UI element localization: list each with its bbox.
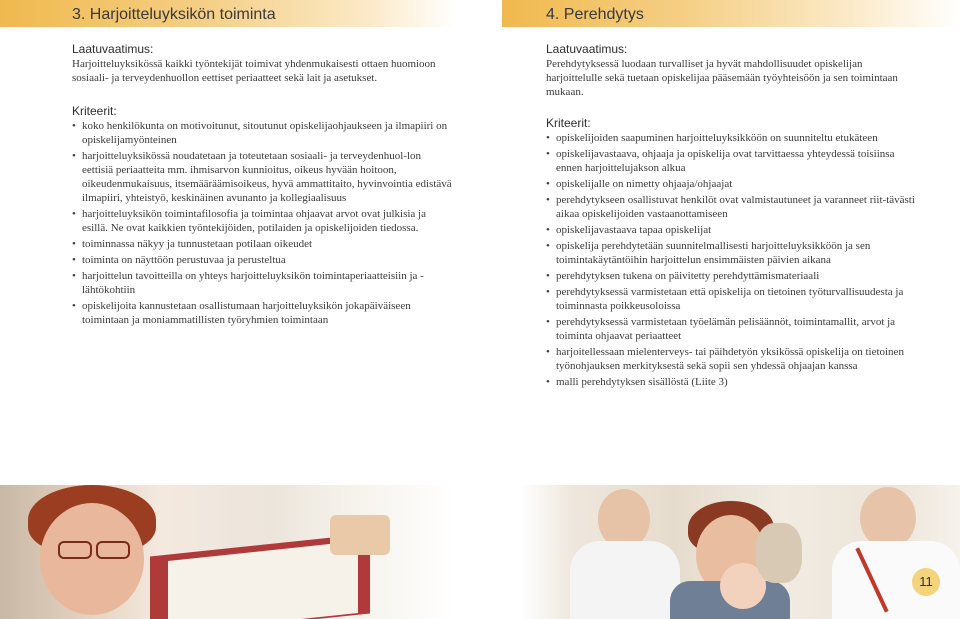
- glasses-left: [58, 541, 92, 559]
- left-quality-text: Harjoitteluyksikössä kaikki työntekijät toimivat yhdenmukaisesti ottaen huomioon sosiaali- ja terveydenhuollon eettiset periaatteet sekä lait ja asetukset.: [72, 58, 436, 84]
- right-criteria-list: [546, 131, 918, 389]
- nurse-coat: [832, 541, 960, 619]
- left-column: [0, 0, 456, 326]
- section-4-title: 4. Perehdytys: [502, 0, 960, 27]
- face-shape: [598, 489, 650, 549]
- section-3-title: 3. Harjoitteluyksikön toiminta: [0, 0, 456, 27]
- list-item: • perehdytykseen osallistuvat henkilöt ovat valmistautuneet ja varanneet riit-tävästi aikaa opiskelijoiden vastaanottamiseen: [546, 193, 918, 221]
- face-shape: [860, 487, 916, 549]
- list-item: • harjoitellessaan mielenterveys- tai päihdetyön yksikössä opiskelija on tietoinen työnohjauksen merkityksestä sekä sopii sen yhdessä ohjaajan kanssa: [546, 345, 918, 373]
- left-quality-block: [72, 42, 452, 85]
- list-item: • toiminnassa näkyy ja tunnustetaan potilaan oikeudet: [72, 237, 452, 251]
- list-item: • perehdytyksessä varmistetaan työelämän pelisäännöt, toimintamallit, arvot ja toiminta ohjaavat periaatteet: [546, 315, 918, 343]
- glasses-right: [96, 541, 130, 559]
- list-item: • opiskelijoita kannustetaan osallistumaan harjoitteluyksikön jokapäiväiseen toimintaan ja moniammatillisten työryhmien toimintaan: [72, 299, 452, 327]
- list-item: • malli perehdytyksen sisällöstä (Liite 3): [546, 375, 918, 389]
- list-item: • harjoitteluyksikön toimintafilosofia ja toimintaa ohjaavat arvot ovat julkisia ja esillä. Ne ovat kaikkien työntekijöiden, potilaiden ja opiskelijoiden tiedossa.: [72, 207, 452, 235]
- list-item: • harjoittelun tavoitteilla on yhteys harjoitteluyksikön toimintaperiaatteisiin ja - lähtökohtiin: [72, 269, 452, 297]
- background-shelf: [330, 515, 390, 555]
- right-criteria-heading: Kriteerit:: [546, 116, 591, 130]
- list-item: • harjoitteluyksikössä noudatetaan ja toteutetaan sosiaali- ja terveydenhuol-lon eettisiä periaatteita mm. ihmisarvon kunnioitus, oikeus hyvään hoitoon, oikeudenmukaisuus, itsemääräämisoikeus, hyvä ammattitaito, hyvinvointia edistävä ilmapiiri, yhteistyö, keskinäinen avunanto ja kollegiaalisuus: [72, 149, 452, 205]
- list-item: • koko henkilökunta on motivoitunut, sitoutunut opiskelijaohjaukseen ja ilmapiiri on opiskelijamyönteinen: [72, 119, 452, 147]
- left-criteria-block: [72, 104, 452, 329]
- face-shape: [40, 503, 144, 615]
- photo-nurse-with-binder: [0, 485, 456, 619]
- right-quality-text: Perehdytyksessä luodaan turvalliset ja hyvät mahdollisuudet opiskelijan harjoittelulle sekä tuetaan opiskelijaa pääsemään työyhteisöön ja sen toimintaan mukaan.: [546, 58, 898, 98]
- photo-nurses-with-baby: [520, 485, 960, 619]
- teddy-bear: [756, 523, 802, 583]
- list-item: • opiskelijalle on nimetty ohjaaja/ohjaajat: [546, 177, 918, 191]
- list-item: • opiskelija perehdytetään suunnitelmallisesti harjoitteluyksikköön ja sen toimintakäytäntöihin harjoittelun ensimmäisten päivien aikana: [546, 239, 918, 267]
- left-criteria-heading: Kriteerit:: [72, 104, 117, 118]
- list-item: • opiskelijavastaava, ohjaaja ja opiskelija ovat tarvittaessa yhteydessä toisiinsa ennen harjoittelujakson alkua: [546, 147, 918, 175]
- left-criteria-list: [72, 119, 452, 327]
- list-item: • perehdytyksessä varmistetaan että opiskelija on tietoinen työturvallisuudesta ja toiminnasta poikkeusoloissa: [546, 285, 918, 313]
- right-quality-heading: Laatuvaatimus:: [546, 42, 628, 56]
- nurse-coat: [570, 541, 680, 619]
- list-item: • opiskelijoiden saapuminen harjoitteluyksikköön on suunniteltu etukäteen: [546, 131, 918, 145]
- list-item: • toiminta on näyttöön perustuvaa ja perusteltua: [72, 253, 452, 267]
- list-item: • opiskelijavastaava tapaa opiskelijat: [546, 223, 918, 237]
- right-criteria-block: [546, 116, 918, 391]
- list-item: • perehdytyksen tukena on päivitetty perehdyttämismateriaali: [546, 269, 918, 283]
- left-quality-heading: Laatuvaatimus:: [72, 42, 154, 56]
- right-quality-block: [546, 42, 918, 99]
- right-column: [502, 0, 960, 388]
- page-number: 11: [912, 568, 940, 596]
